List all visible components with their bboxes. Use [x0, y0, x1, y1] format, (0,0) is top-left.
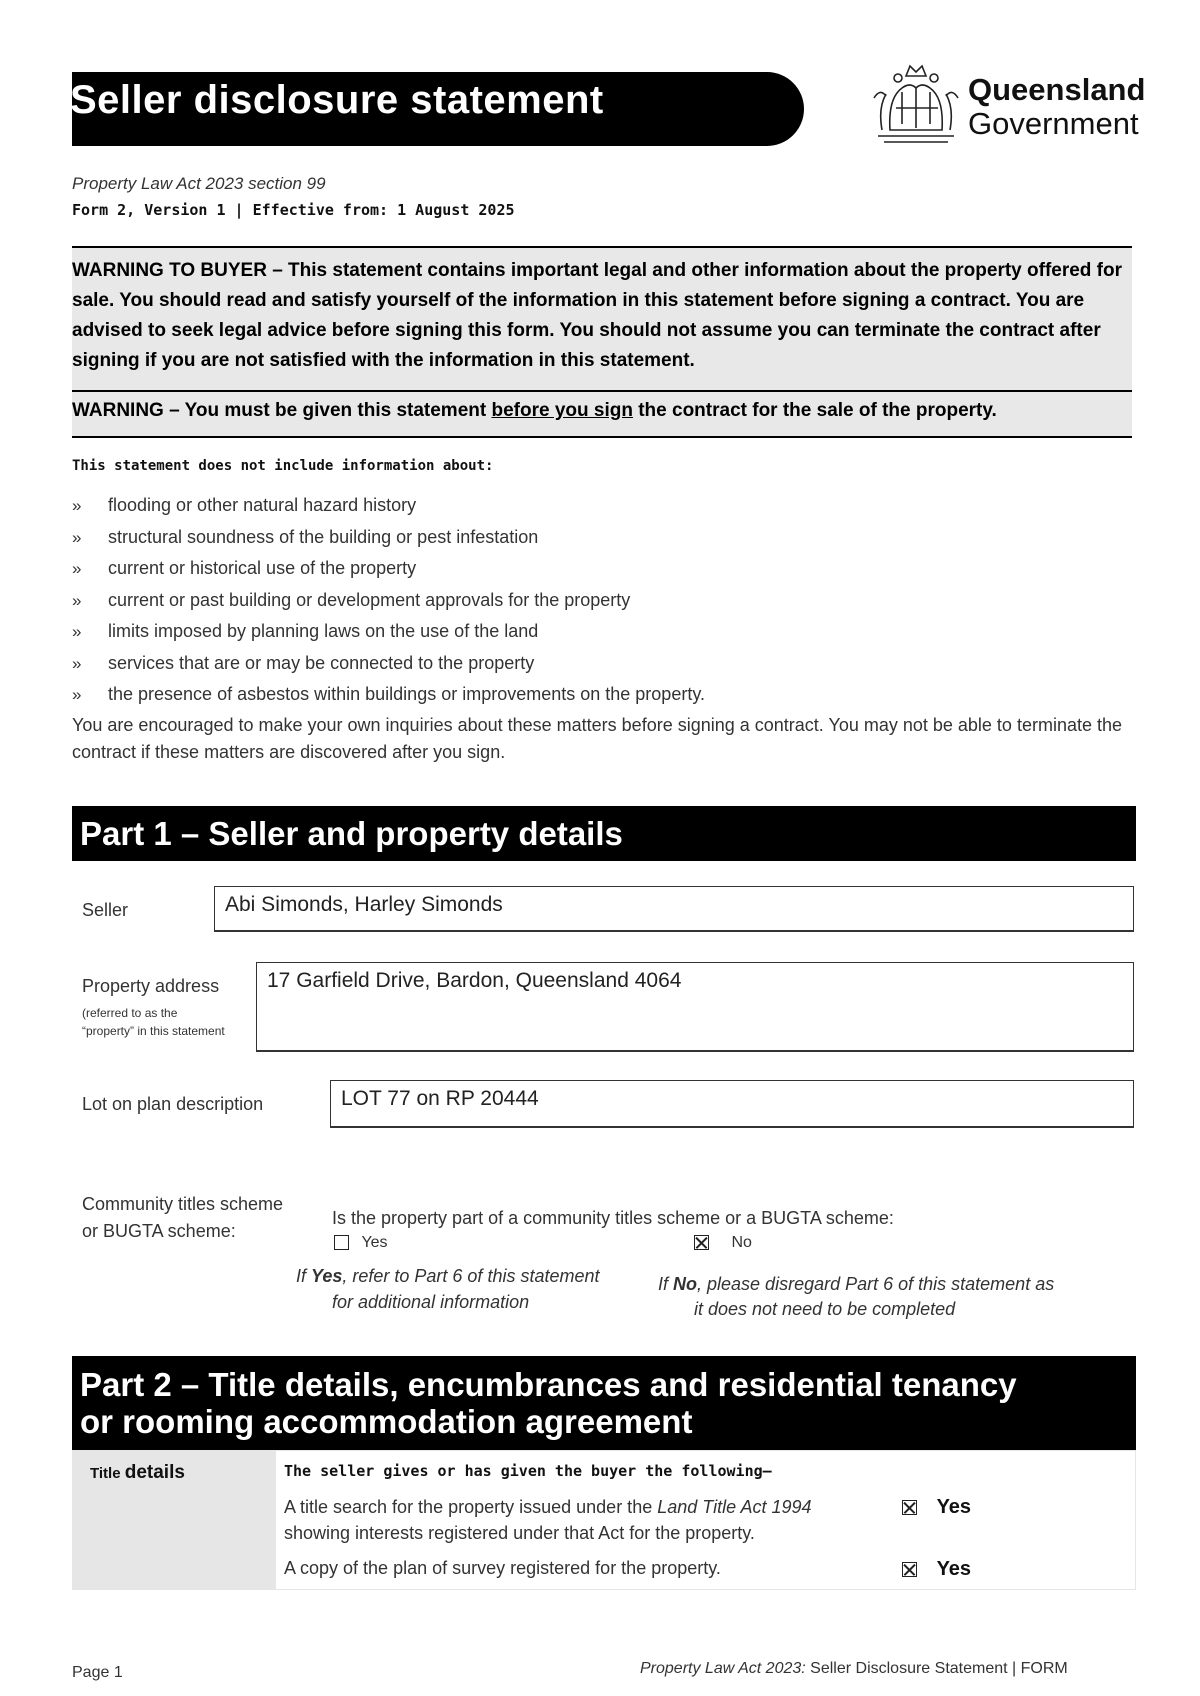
- page-title: Seller disclosure statement: [70, 78, 604, 122]
- warning-before-signing-box: [72, 390, 1132, 438]
- yes-note-bold: Yes: [311, 1266, 343, 1286]
- yes-note-prefix: If: [296, 1266, 312, 1286]
- title-details-intro: The seller gives or has given the buyer the following—: [284, 1462, 772, 1480]
- warning2-underlined: before you sign: [491, 400, 633, 421]
- lot-on-plan-field[interactable]: LOT 77 on RP 20444: [330, 1080, 1134, 1128]
- survey-plan-answer-label: Yes: [936, 1558, 972, 1580]
- title-details-label-a: Title: [90, 1465, 125, 1482]
- warning-to-buyer-text: WARNING TO BUYER – This statement contains important legal and other information about the property offered for sale. You should read and satisfy yourself of the information in this statement before signing a contract. You are advised to seek legal advice before signing this form. You should not assume you can terminate the contract after signing if you are not satisfied with the information in this statement.: [72, 260, 1123, 371]
- yes-note-line2: for additional information: [332, 1292, 530, 1312]
- page-number: Page 1: [72, 1664, 123, 1681]
- title-details-label: [90, 1462, 276, 1484]
- no-note-line2: it does not need to be completed: [694, 1299, 956, 1319]
- title-details-label-b: details: [124, 1462, 185, 1483]
- list-item-text: services that are or may be connected to the property: [108, 652, 535, 673]
- bullet-icon: »: [72, 559, 82, 578]
- survey-plan-checkbox-checked[interactable]: [902, 1562, 917, 1577]
- title-search-checkbox-checked[interactable]: [902, 1500, 917, 1515]
- bullet-icon: »: [72, 590, 82, 610]
- list-item: [72, 648, 705, 680]
- yes-label: Yes: [361, 1234, 388, 1251]
- property-address-sublabel-2: “property” in this statement: [82, 1024, 225, 1038]
- yes-note-suffix: , refer to Part 6 of this statement: [342, 1266, 600, 1286]
- part2-heading: [72, 1356, 1136, 1450]
- community-yes-option[interactable]: [334, 1234, 388, 1252]
- list-item-text: flooding or other natural hazard history: [108, 495, 417, 515]
- not-included-list: [72, 490, 705, 711]
- title-search-text-line2: showing interests registered under that Act for the property.: [284, 1523, 755, 1543]
- yes-note-line1: [296, 1264, 600, 1289]
- not-included-heading: This statement does not include information about:: [72, 458, 494, 474]
- warning-before-signing-text: [72, 397, 1132, 425]
- bullet-icon: »: [72, 685, 82, 704]
- form-version: Form 2, Version 1 | Effective from: 1 August 2025: [72, 201, 515, 219]
- list-item: [72, 553, 705, 585]
- no-note-line1: [658, 1272, 1054, 1297]
- title-details-label-cell: [72, 1450, 276, 1590]
- bullet-icon: »: [72, 496, 82, 515]
- encouragement-paragraph: You are encouraged to make your own inquiries about these matters before signing a contract. You may not be able to terminate the contract if these matters are discovered after you sign.: [72, 715, 1122, 762]
- title-search-answer-label: Yes: [936, 1496, 972, 1518]
- part2-heading-line1: Part 2 – Title details, encumbrances and residential tenancy: [80, 1366, 1017, 1403]
- list-item: [72, 522, 705, 554]
- list-item: [72, 679, 705, 711]
- survey-plan-item: A copy of the plan of survey registered for the property.: [284, 1558, 721, 1578]
- community-no-option[interactable]: [694, 1234, 752, 1252]
- part1-heading: Part 1 – Seller and property details: [72, 806, 1136, 861]
- warning2-post: the contract for the sale of the property.: [632, 400, 997, 421]
- warning2-pre: WARNING – You must be given this statement: [72, 400, 492, 421]
- footer-act: Property Law Act 2023:: [640, 1660, 806, 1677]
- seller-label: Seller: [82, 900, 129, 920]
- bullet-icon: »: [72, 527, 82, 547]
- no-note-suffix: , please disregard Part 6 of this statement as: [697, 1274, 1055, 1294]
- list-item-text: structural soundness of the building or pest infestation: [108, 526, 539, 547]
- community-scheme-label-line2: or BUGTA scheme:: [82, 1221, 236, 1241]
- community-scheme-label-line1: Community titles scheme: [82, 1194, 284, 1214]
- title-search-act: Land Title Act 1994: [657, 1497, 812, 1517]
- survey-plan-answer[interactable]: [902, 1558, 971, 1581]
- list-item-text: the presence of asbestos within buildings or improvements on the property.: [108, 684, 705, 704]
- part2-heading-line2: or rooming accommodation agreement: [80, 1403, 693, 1440]
- footer-rest: Seller Disclosure Statement | FORM: [805, 1660, 1068, 1677]
- list-item: [72, 616, 705, 648]
- property-address-field[interactable]: 17 Garfield Drive, Bardon, Queensland 4064: [256, 962, 1134, 1052]
- no-note-bold: No: [673, 1274, 698, 1294]
- bullet-icon: »: [72, 622, 82, 641]
- property-address-sublabel-1: (referred to as the: [82, 1006, 178, 1020]
- list-item-text: current or past building or development approvals for the property: [108, 589, 631, 610]
- community-scheme-question: Is the property part of a community titles scheme or a BUGTA scheme:: [332, 1208, 894, 1228]
- title-search-text: A title search for the property issued under the: [284, 1497, 658, 1517]
- no-note-prefix: If: [658, 1274, 674, 1294]
- no-checkbox-checked[interactable]: [694, 1235, 709, 1250]
- title-search-answer[interactable]: [902, 1496, 971, 1519]
- property-address-label: Property address: [82, 976, 220, 996]
- logo-text-government: Government: [968, 106, 1139, 141]
- act-reference: Property Law Act 2023 section 99: [72, 174, 326, 193]
- bullet-icon: »: [72, 653, 82, 673]
- list-item-text: limits imposed by planning laws on the use of the land: [108, 621, 539, 641]
- no-label: No: [731, 1234, 752, 1251]
- footer-title: [640, 1660, 1068, 1678]
- yes-checkbox[interactable]: [334, 1235, 349, 1250]
- warning-to-buyer-box: [72, 246, 1132, 392]
- list-item-text: current or historical use of the property: [108, 558, 417, 578]
- logo-text-queensland: Queensland: [968, 72, 1146, 107]
- lot-on-plan-label: Lot on plan description: [82, 1094, 264, 1114]
- seller-field[interactable]: Abi Simonds, Harley Simonds: [214, 886, 1134, 932]
- list-item: [72, 585, 705, 617]
- title-search-item: [284, 1494, 812, 1546]
- list-item: [72, 490, 705, 522]
